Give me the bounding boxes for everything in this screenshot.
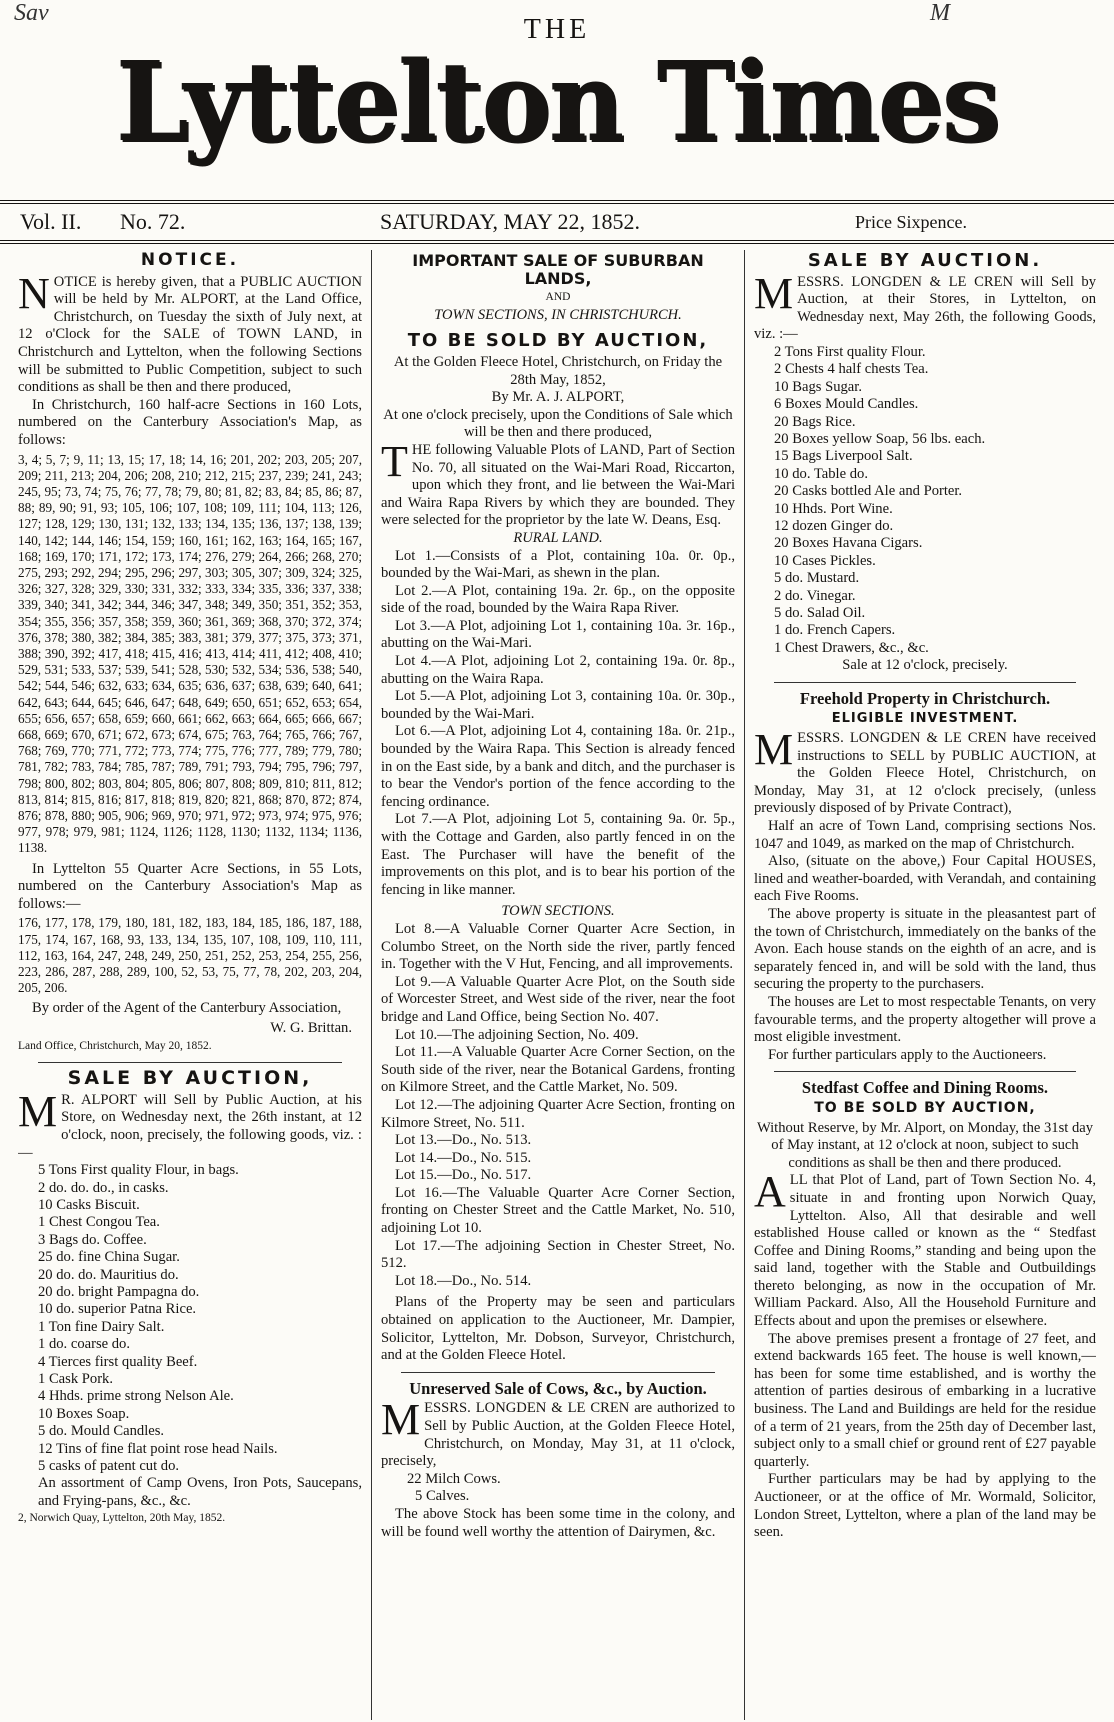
cows-item: 22 Milch Cows. <box>407 1470 501 1487</box>
list-item: An assortment of Camp Ovens, Iron Pots, Saucepans, and Frying-pans, &c., &c. <box>38 1475 362 1509</box>
lot: Lot 17.—The adjoining Section in Chester Street, No. 512. <box>381 1237 735 1272</box>
christchurch-intro: In Christchurch, 160 half-acre Sections in 160 Lots, numbered on the Canterbury Association's Map, as follows: <box>18 396 362 448</box>
list-item: 10 Cases Pickles. <box>774 552 876 569</box>
volume: Vol. II. <box>20 209 82 234</box>
notice-heading: NOTICE. <box>140 250 240 270</box>
situate-text: The above property is situate in the pleasantest part of the town of Christchurch, immediately on the banks of the Avon. Each house stands on the eighth of an acre, and is separately fenced in, and will be sold with the land, thus securing the property to the purchasers. <box>754 906 1096 993</box>
lot: Lot 10.—The adjoining Section, No. 409. <box>395 1026 639 1043</box>
handwritten-signature-left: Sav <box>14 0 49 26</box>
list-item: 4 Tierces first quality Beef. <box>38 1353 198 1370</box>
dateline-rule <box>0 240 1114 241</box>
lot: Lot 14.—Do., No. 515. <box>395 1149 532 1166</box>
lot: Lot 11.—A Valuable Quarter Acre Corner Section, on the South side of the river, near the Botanical Gardens, fronting on Kilmore Street, and the Cattle Market, No. 509. <box>381 1044 735 1096</box>
town-sections-subtitle: TOWN SECTIONS, IN CHRISTCHURCH. <box>434 306 682 323</box>
list-item: 10 Bags Sugar. <box>774 378 862 395</box>
alport-footer: 2, Norwich Quay, Lyttelton, 20th May, 1852. <box>18 1512 226 1525</box>
list-item: 2 do. do. do., in casks. <box>38 1179 169 1196</box>
freehold-heading: Freehold Property in Christchurch. <box>799 688 1051 708</box>
houses-text: Also, (situate on the above,) Four Capital HOUSES, lined and weather-boarded, with Verandah, and containing each Five Rooms. <box>754 853 1096 905</box>
cows-sale-heading: Unreserved Sale of Cows, &c., by Auction. <box>409 1378 707 1398</box>
list-item: 20 Boxes Havana Cigars. <box>774 535 923 552</box>
list-item: 20 do. do. Mauritius do. <box>38 1266 179 1283</box>
longden-goods-list <box>754 344 1096 657</box>
list-item: 20 do. bright Pampagna do. <box>38 1284 200 1300</box>
longden-sale-heading: SALE BY AUCTION. <box>807 250 1043 271</box>
lot: Lot 12.—The adjoining Quarter Acre Section, fronting on Kilmore Street, No. 511. <box>381 1096 735 1131</box>
half-acre-text: Half an acre of Town Land, comprising sections Nos. 1047 and 1049, as marked on the map of Christchurch. <box>754 818 1096 852</box>
eligible-investment: ELIGIBLE INVESTMENT. <box>831 711 1019 727</box>
list-item: 1 Chest Congou Tea. <box>38 1214 160 1231</box>
suburban-sale-heading: IMPORTANT SALE OF SUBURBAN LANDS, <box>412 251 704 288</box>
list-item: 20 Bags Rice. <box>774 413 856 430</box>
venue: At the Golden Fleece Hotel, Christchurch, on Friday the 28th May, 1852, <box>393 353 723 388</box>
list-item: 10 do. Table do. <box>774 465 868 482</box>
column-2 <box>381 250 735 1720</box>
list-item: 1 Cask Pork. <box>38 1371 113 1388</box>
cows-item: 5 Calves. <box>415 1488 470 1505</box>
further-particulars: Further particulars may be had by applying to the Auctioneer, or at the office of Mr. Wormald, Solicitor, London Street, Lyttelton, where a plan of the land may be seen. <box>754 1471 1096 1541</box>
list-item: 1 Chest Drawers, &c., &c. <box>774 639 929 656</box>
dateline-rule-inner <box>0 243 1114 244</box>
alport-goods-list <box>18 1162 362 1510</box>
masthead <box>0 0 1114 210</box>
list-item: 2 do. Vinegar. <box>774 587 856 604</box>
lot: Lot 9.—A Valuable Quarter Acre Plot, on the South side of Worcester Street, and West side of the river, near the foot bridge and Land Office, being Section No. 407. <box>381 973 735 1025</box>
list-item: 10 Casks Biscuit. <box>38 1196 140 1213</box>
list-item: 5 casks of patent cut do. <box>38 1458 180 1475</box>
cows-tail: The above Stock has been some time in the colony, and will be found well worthy the attention of Dairymen, &c. <box>381 1505 735 1540</box>
list-item: 5 Tons First quality Flour, in bags. <box>38 1162 239 1179</box>
separator <box>38 1062 342 1063</box>
list-item: 1 Ton fine Dairy Salt. <box>38 1318 165 1335</box>
lot: Lot 8.—A Valuable Corner Quarter Acre Section, in Columbo Street, on the North side the river, partly fenced in. Together with the V Hut, Fencing, and all improvements. <box>381 920 735 973</box>
list-item: 1 do. coarse do. <box>38 1336 130 1353</box>
town-sections-heading: TOWN SECTIONS. <box>501 903 615 920</box>
lot: Lot 4.—A Plot, adjoining Lot 2, containing 19a. 0r. 8p., abutting on the Waira Rapa. <box>381 653 735 687</box>
lot: Lot 6.—A Plot, adjoining Lot 4, containing 18a. 0r. 21p., bounded by the Waira Rapa. This Section is already fenced in on the East side, by a bank and ditch, and the purchaser is to bear the Vendor's portion of the fence according to the fencing ordinance. <box>381 723 735 810</box>
cows-sale-text: MESSRS. LONGDEN & LE CREN are authorized to Sell by Public Auction, at the Golden Fleece Hotel, Christchurch, on Monday, May 31, at 11 o'clock, precisely, <box>381 1395 735 1470</box>
further-text: For further particulars apply to the Auctioneers. <box>768 1046 1047 1063</box>
auctioneer: By Mr. A. J. ALPORT, <box>491 389 625 406</box>
list-item: 5 do. Mustard. <box>774 570 860 587</box>
price: Price Sixpence. <box>855 212 967 232</box>
office-line: Land Office, Christchurch, May 20, 1852. <box>18 1039 212 1052</box>
and-line: AND <box>545 291 571 304</box>
issue-date: SATURDAY, MAY 22, 1852. <box>380 209 640 234</box>
list-item: 6 Boxes Mould Candles. <box>774 396 919 413</box>
column-1 <box>18 250 362 1720</box>
handwritten-signature-right: M <box>930 0 950 26</box>
list-item: 2 Tons First quality Flour. <box>774 343 926 360</box>
dateline <box>0 205 1114 237</box>
lyttelton-section-numbers: 176, 177, 178, 179, 180, 181, 182, 183, 184, 185, 186, 187, 188, 175, 174, 167, 168, 93, 133, 134, 135, 107, 108, 109, 110, 111, 112, 163, 164, 247, 248, 249, 250, 251, 252, 253, 254, 255, 256, 223, 286, 287, 288, 289, 100, 52, 53, 75, 77, 78, 202, 203, 204, 205, 206. <box>18 915 362 996</box>
list-item: 2 Chests 4 half chests Tea. <box>774 361 929 378</box>
issue-number: No. 72. <box>120 209 186 234</box>
list-item: 3 Bags do. Coffee. <box>38 1231 147 1248</box>
list-item: 1 do. French Capers. <box>774 622 896 639</box>
alport-sale-heading: SALE BY AUCTION, <box>67 1067 313 1090</box>
list-item: 15 Bags Liverpool Salt. <box>774 448 913 465</box>
land-intro: THE following Valuable Plots of LAND, Part of Section No. 70, all situated on the Wai-Mari Road, Riccarton, upon which they front, and lie between the Wai-Mari and Waira Rapa Rivers by which they are bounded. They were selected for the proprietor by the late W. Deans, Esq. <box>381 436 735 529</box>
plot-text: ALL that Plot of Land, part of Town Section No. 4, situate in and fronting upon Norwich Quay, Lyttelton. Also, All that desirable and well established House called or known as the “ Stedfast Coffee and Dining Rooms,” standing and being upon the said land, together with the Stable and Outbuildings thereto belonging, as now in the occupation of Mr. William Packard. Also, All the Household Furniture and Effects about and upon the premises or elsewhere. <box>754 1167 1096 1330</box>
list-item: 20 Boxes yellow Soap, 56 lbs. each. <box>774 431 986 447</box>
top-rule-inner <box>0 203 1114 204</box>
sale-time: Sale at 12 o'clock, precisely. <box>842 657 1008 674</box>
frontage-text: The above premises present a frontage of 27 feet, and extend backwards 165 feet. The house is well known,—has been for some time established, and is worthy the attention of parties desirous of embarking in a lucrative business. The Land and Buildings are held for the residue of a term of 21 years, from the 25th day of December last, subject only to a small chief or ground rent of £27 payable quarterly. <box>754 1330 1096 1470</box>
list-item: 10 Hhds. Port Wine. <box>774 500 893 517</box>
top-rule <box>0 200 1114 201</box>
lot: Lot 2.—A Plot, containing 19a. 2r. 6p., on the opposite side of the road, bounded by the Waira Rapa River. <box>381 582 735 617</box>
lot: Lot 13.—Do., No. 513. <box>395 1132 532 1149</box>
rural-land-heading: RURAL LAND. <box>513 529 603 546</box>
separator <box>774 1071 1076 1072</box>
list-item: 12 dozen Ginger do. <box>774 518 894 535</box>
order-line: By order of the Agent of the Canterbury Association, <box>32 1000 342 1017</box>
list-item: 12 Tins of fine flat point rose head Nails. <box>38 1440 278 1457</box>
to-be-sold-heading: TO BE SOLD BY AUCTION, <box>814 1099 1036 1116</box>
list-item: 5 do. Mould Candles. <box>38 1423 165 1440</box>
list-item: 4 Hhds. prime strong Nelson Ale. <box>38 1388 234 1405</box>
lyttelton-intro: In Lyttelton 55 Quarter Acre Sections, in 55 Lots, numbered on the Canterbury Association's Map as follows:— <box>18 860 362 912</box>
sale-time: At one o'clock precisely, upon the Conditions of Sale which will be then and there produced, <box>383 406 733 441</box>
list-item: 10 Boxes Soap. <box>38 1405 130 1422</box>
lot: Lot 1.—Consists of a Plot, containing 10a. 0r. 0p., bounded by the Wai-Mari, as shewn in the plan. <box>381 547 735 582</box>
separator <box>401 1372 715 1373</box>
let-text: The houses are Let to most respectable Tenants, on very favourable terms, and the property altogether will prove a most eligible investment. <box>754 993 1096 1046</box>
lot: Lot 5.—A Plot, adjoining Lot 3, containing 10a. 0r. 30p., bounded by the Wai-Mari. <box>381 688 735 722</box>
signatory: W. G. Brittan. <box>270 1020 352 1036</box>
separator <box>774 682 1076 683</box>
newspaper-title: Lyttelton Times <box>115 36 999 167</box>
longden-sale-text: MESSRS. LONGDEN & LE CREN will Sell by Auction, at their Stores, in Lyttelton, on Wednesday next, May 26th, the following Goods, viz. :— <box>754 268 1096 343</box>
to-be-sold-heading: TO BE SOLD BY AUCTION, <box>407 330 709 352</box>
alport-sale-text: M R. ALPORT will Sell by Public Auction, at his Store, on Wednesday next, the 26th instant, at 12 o'clock, noon, precisely, the following goods, viz. :— <box>18 1086 362 1161</box>
list-item: 5 do. Salad Oil. <box>774 605 866 622</box>
freehold-text: MESSRS. LONGDEN & LE CREN have received instructions to SELL by PUBLIC AUCTION, at the Golden Fleece Hotel, Christchurch, on Monday, May 31, at 12 o'clock precisely, (unless previously disposed of by Private Contract), <box>754 725 1096 817</box>
lot: Lot 3.—A Plot, adjoining Lot 1, containing 10a. 3r. 16p., abutting on the Wai-Mari. <box>381 617 735 652</box>
christchurch-section-numbers: 3, 4; 5, 7; 9, 11; 13, 15; 17, 18; 14, 16; 201, 202; 203, 205; 207, 209; 211, 213; 204, 206; 208, 210; 212, 215; 237, 239; 241, 243; 245, 95; 73, 74; 75, 76; 77, 78; 79, 80; 81, 82; 83, 84; 85, 86; 87, 88; 89, 90; 91, 93; 105, 106; 107, 108; 109, 111; 104, 113; 126, 127; 128, 129; 130, 131; 132, 133; 134, 135; 136, 137; 138, 139; 140, 142; 144, 146; 154, 159; 160, 161; 162, 163; 164, 165; 167, 168; 169, 170; 171, 172; 173, 174; 276, 279; 264, 266; 268, 270; 275, 293; 292, 294; 295, 296; 297, 303; 305, 307; 309, 324; 325, 326; 327, 328; 329, 330; 331, 332; 333, 334; 335, 336; 337, 338; 339, 340; 341, 342; 344, 346; 347, 348; 349, 350; 351, 352; 353, 354; 355, 356; 357, 358; 359, 360; 361, 369; 368, 370; 372, 374; 376, 378; 380, 382; 384, 385; 383, 381; 379, 377; 375, 373; 371, 388; 390, 392; 417, 418; 415, 416; 413, 414; 411, 412; 408, 410; 529, 531; 533, 537; 539, 541; 528, 530; 532, 534; 536, 538; 540, 542; 544, 546; 632, 633; 634, 635; 636, 637; 638, 639; 640, 641; 642, 643; 644, 645; 646, 647; 648, 649; 650, 651; 652, 653; 654, 655; 656, 657; 658, 659; 660, 661; 662, 663; 664, 665; 666, 667; 668, 669; 670, 671; 672, 673; 674, 675; 763, 764; 765, 766; 767, 768; 769, 770; 771, 772; 773, 774; 775, 776; 777, 789; 779, 780; 781, 782; 783, 784; 785, 787; 789, 791; 793, 794; 795, 796; 797, 798; 800, 802; 803, 804; 805, 806; 807, 808; 809, 810; 811, 812; 813, 814; 815, 816; 817, 818; 819, 820; 821, 868; 870, 872; 874, 876; 878, 880; 905, 906; 969, 970; 971, 972; 973, 974; 975, 976; 977, 978; 979, 981; 1124, 1126; 1128, 1130; 1132, 1134; 1136, 1138. <box>18 451 362 856</box>
list-item: 25 do. fine China Sugar. <box>38 1249 180 1266</box>
lot: Lot 15.—Do., No. 517. <box>395 1167 532 1184</box>
lot: Lot 7.—A Plot, adjoining Lot 5, containing 9a. 0r. 5p., with the Cottage and Garden, also partly fenced in on the East. The Purchaser will have the benefit of the improvements on this plot, and is to bear his portion of the fencing in like manner. <box>381 811 735 898</box>
list-item: 10 do. superior Patna Rice. <box>38 1301 197 1318</box>
lot: Lot 16.—The Valuable Quarter Acre Corner Section, fronting on Chester Street and the Cattle Market, No. 510, adjoining Lot 10. <box>381 1184 735 1237</box>
masthead-article: THE <box>523 14 591 45</box>
stedfast-text: Without Reserve, by Mr. Alport, on Monday, the 31st day of May instant, at 12 o'clock at noon, subject to such conditions as shall be then and there produced. <box>756 1119 1094 1171</box>
lot: Lot 18.—Do., No. 514. <box>395 1272 532 1289</box>
notice-text: NOTICE is hereby given, that a PUBLIC AUCTION will be held by Mr. ALPORT, at the Land Office, Christchurch, on Tuesday the sixth of July next, at 12 o'Clock for the SALE of TOWN LAND, in Christchurch and Lyttelton, when the following Sections will be submitted to Public Competition, subject to such conditions as shall be then and there produced, <box>18 268 362 396</box>
list-item: 20 Casks bottled Ale and Porter. <box>774 483 963 500</box>
stedfast-heading: Stedfast Coffee and Dining Rooms. <box>801 1078 1049 1098</box>
plans-note: Plans of the Property may be seen and particulars obtained on application to the Auctioneer, Mr. Dampier, Solicitor, Lyttelton, Mr. Dobson, Surveyor, Christchurch, and at the Golden Fleece Hotel. <box>381 1294 735 1364</box>
column-3 <box>754 250 1096 1720</box>
